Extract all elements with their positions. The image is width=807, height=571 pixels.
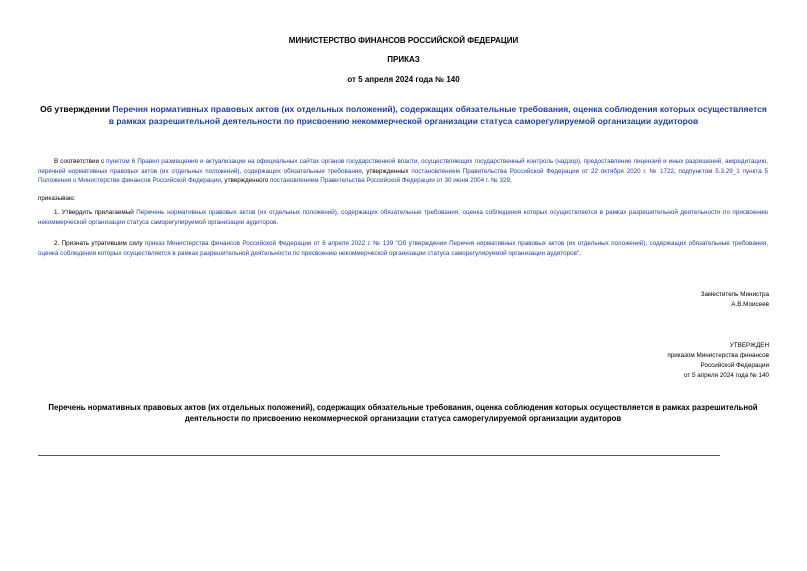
p1-text-b: , утвержденных — [361, 167, 412, 175]
p1-text-d: , утвержденного — [220, 177, 270, 185]
approved-line-3: Российской Федерации — [700, 362, 769, 369]
p1-link-rules[interactable]: пунктом 6 Правил размещения и актуализации на официальных сайтах органов государственной власти, осуществляющих государственный контроль (надзор), предоставление лицензий и иных разрешений, аккредитацию, перечней нормативных правовых актов (их отдельных положений), содержащих обязательные требования — [38, 158, 769, 175]
p4-text-b: . — [579, 249, 581, 257]
paragraph-order-word: приказываю: — [38, 195, 76, 202]
signature-position: Заместитель Министра — [700, 291, 769, 298]
approved-line-1: УТВЕРЖДЕН — [729, 342, 769, 349]
p3-text-b: . — [276, 218, 279, 226]
p1-text-e: , — [509, 177, 512, 185]
p4-text-a: 2. Признать утратившим силу — [54, 240, 145, 247]
p1-link-regulation[interactable]: подпунктом 5.3.29_1 пункта 5 Положения о Министерстве финансов Российской Федерации — [38, 167, 768, 185]
signature-block — [701, 290, 769, 310]
p3-text-a: 1. Утвердить прилагаемый — [54, 209, 137, 216]
approved-line-4: от 5 апреля 2024 года № 140 — [683, 372, 769, 379]
title-link[interactable]: Перечня нормативных правовых актов (их отдельных положений), содержащих обязательные требования, оценка соблюдения которых осуществляется в рамках разрешительной деятельности по присвоению некоммерческой организации статуса саморегулируемой организации аудиторов — [108, 104, 767, 126]
p1-link-resolution-1722[interactable]: постановлением Правительства Российской Федерации от 22 октября 2020 г. № 1722 — [411, 167, 674, 175]
divider-line — [38, 455, 720, 456]
p1-text-c: , — [674, 167, 679, 175]
paragraph-basis — [38, 157, 768, 186]
p1-link-resolution-329[interactable]: постановлением Правительства Российской Федерации от 30 июня 2004 г. № 329 — [270, 177, 510, 185]
order-title — [40, 103, 767, 127]
paragraph-item-2 — [38, 239, 768, 258]
signature-name: А.В.Моисеев — [731, 301, 769, 308]
p1-text-a: В соответствии с — [54, 158, 107, 165]
list-title: Перечень нормативных правовых актов (их отдельных положений), содержащих обязательные требования, оценка соблюдения которых осуществляется в рамках разрешительной деятельности по присвоению некоммерческой организации статуса саморегулируемой организации аудиторов — [48, 403, 758, 423]
paragraph-item-1 — [38, 208, 768, 227]
approval-stamp — [667, 341, 769, 381]
p4-link-order-139[interactable]: приказ Министерства финансов Российской Федерации от 6 апреля 2022 г. № 139 "Об утверждении Перечня нормативных правовых актов (их отдельных положений), содержащих обязательные требования, оценка соблюдения которых осуществляется в рамках разрешительной деятельности по присвоению некоммерческой организации статуса саморегулируемой организации аудиторов" — [38, 240, 768, 257]
order-heading: ПРИКАЗ — [387, 55, 420, 64]
order-date: от 5 апреля 2024 года № 140 — [347, 75, 460, 84]
approved-line-2: приказом Министерства финансов — [667, 352, 769, 359]
title-prefix: Об утверждении — [40, 104, 113, 114]
ministry-header: МИНИСТЕРСТВО ФИНАНСОВ РОССИЙСКОЙ ФЕДЕРАЦИИ — [288, 36, 519, 45]
p3-link-list[interactable]: Перечень нормативных правовых актов (их отдельных положений), содержащих обязательные требования, оценка соблюдения которых осуществляется в рамках разрешительной деятельности по присвоению некоммерческой организации статуса саморегулируемой организации аудиторов — [38, 209, 768, 226]
